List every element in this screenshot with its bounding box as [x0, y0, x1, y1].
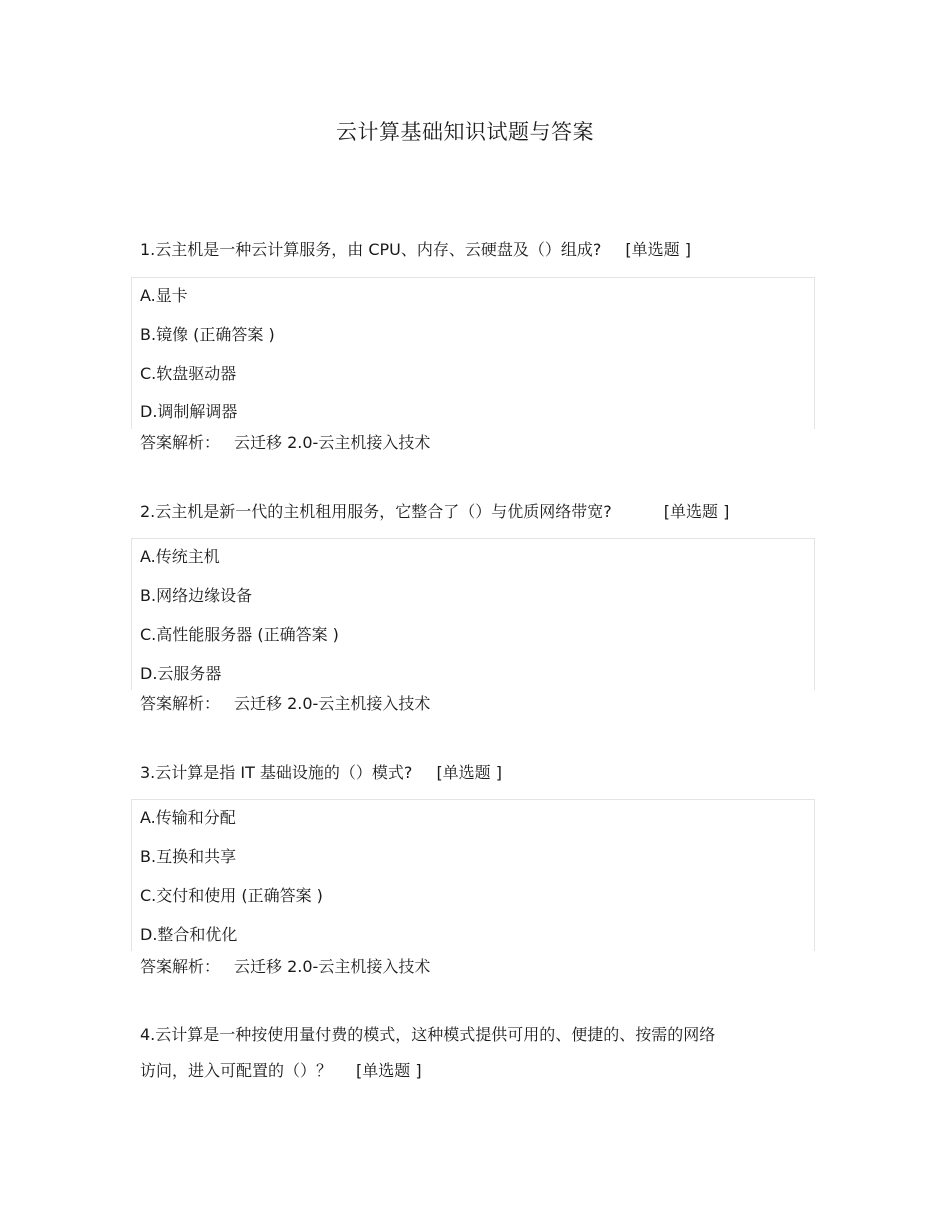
question-4 [140, 1017, 830, 1089]
question-type-tag: [单选题 ] [663, 502, 730, 521]
explanation-label: 答案解析： [140, 433, 221, 452]
option-b[interactable]: B.网络边缘设备 [140, 586, 253, 605]
explanation-text: 云迁移 2.0-云主机接入技术 [234, 957, 431, 976]
answer-explanation-2 [140, 694, 430, 714]
option-d[interactable]: D.调制解调器 [140, 402, 238, 421]
question-type-tag: [单选题 ] [436, 763, 503, 782]
option-d[interactable]: D.整合和优化 [140, 925, 238, 944]
question-1 [140, 232, 830, 268]
question-text-line-1: 4.云计算是一种按使用量付费的模式，这种模式提供可用的、便捷的、按需的网络 [140, 1025, 716, 1044]
explanation-label: 答案解析： [140, 957, 221, 976]
question-text-line-2: 访问，进入可配置的（）？ [140, 1061, 333, 1080]
question-text: 3.云计算是指 IT 基础设施的（）模式? [140, 763, 413, 782]
option-b[interactable]: B.镜像 (正确答案 ) [140, 325, 275, 344]
question-type-tag: [单选题 ] [625, 240, 691, 259]
question-text: 2.云主机是新一代的主机租用服务，它整合了（）与优质网络带宽? [140, 502, 612, 521]
explanation-text: 云迁移 2.0-云主机接入技术 [234, 433, 431, 452]
option-d[interactable]: D.云服务器 [140, 664, 222, 683]
question-text: 1.云主机是一种云计算服务，由 CPU、内存、云硬盘及（）组成? [140, 240, 602, 259]
answer-explanation-3 [140, 957, 430, 977]
question-2 [140, 494, 830, 530]
option-c[interactable]: C.软盘驱动器 [140, 364, 237, 383]
option-a[interactable]: A.传统主机 [140, 547, 220, 566]
option-c[interactable]: C.交付和使用 (正确答案 ) [140, 886, 323, 905]
option-a[interactable]: A.显卡 [140, 286, 188, 305]
question-type-tag: [单选题 ] [356, 1061, 422, 1080]
options-box-1 [131, 277, 815, 429]
explanation-label: 答案解析： [140, 694, 221, 713]
options-box-2 [131, 538, 815, 690]
options-box-3 [131, 799, 815, 951]
option-a[interactable]: A.传输和分配 [140, 808, 236, 827]
answer-explanation-1 [140, 433, 430, 453]
option-b[interactable]: B.互换和共享 [140, 847, 237, 866]
explanation-text: 云迁移 2.0-云主机接入技术 [234, 694, 431, 713]
question-3 [140, 755, 830, 791]
option-c[interactable]: C.高性能服务器 (正确答案 ) [140, 625, 339, 644]
document-title: 云计算基础知识试题与答案 [336, 120, 594, 144]
